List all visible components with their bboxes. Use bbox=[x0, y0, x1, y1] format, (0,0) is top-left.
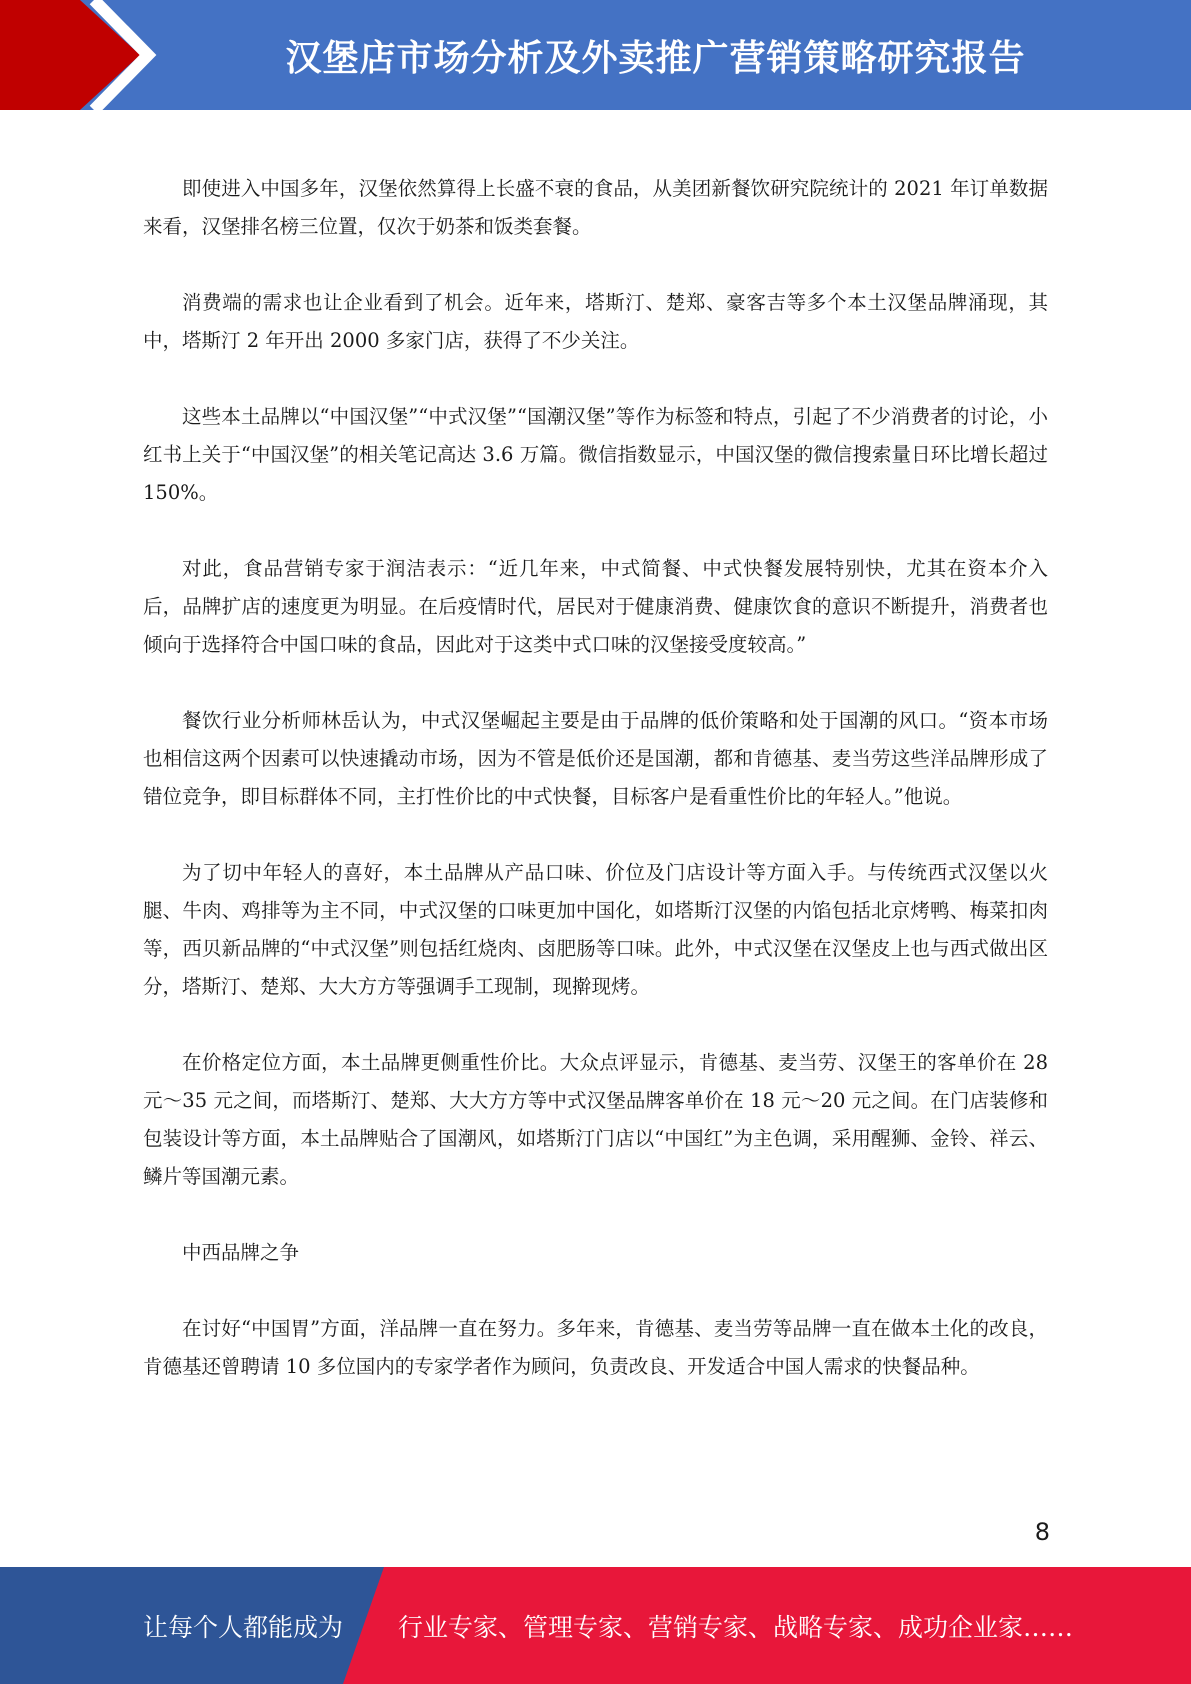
paragraph: 即使进入中国多年，汉堡依然算得上长盛不衰的食品，从美团新餐饮研究院统计的 2021 年订单数据来看，汉堡排名榜三位置，仅次于奶茶和饭类套餐。 bbox=[143, 177, 1048, 238]
page-header-banner bbox=[0, 0, 1191, 110]
paragraph: 在价格定位方面，本土品牌更侧重性价比。大众点评显示，肯德基、麦当劳、汉堡王的客单价在 28 元～35 元之间，而塔斯汀、楚郑、大大方方等中式汉堡品牌客单价在 18 元～20 元之间。在门店装修和包装设计等方面，本土品牌贴合了国潮风，如塔斯汀门店以“中国红”为主色调，采用醒狮、金铃、祥云、鳞片等国潮元素。 bbox=[143, 1051, 1048, 1188]
report-title: 汉堡店市场分析及外卖推广营销策略研究报告 bbox=[285, 37, 1026, 79]
page-footer-banner bbox=[0, 1567, 1191, 1684]
section-heading: 中西品牌之争 bbox=[182, 1241, 300, 1264]
footer-slogan-left: 让每个人都能成为 bbox=[143, 1612, 344, 1642]
paragraph: 对此，食品营销专家于润洁表示：“近几年来，中式简餐、中式快餐发展特别快，尤其在资本介入后，品牌扩店的速度更为明显。在后疫情时代，居民对于健康消费、健康饮食的意识不断提升，消费者也倾向于选择符合中国口味的食品，因此对于这类中式口味的汉堡接受度较高。” bbox=[143, 557, 1048, 656]
page-number: 8 bbox=[1034, 1518, 1050, 1546]
document-body bbox=[143, 170, 1048, 1424]
paragraph: 这些本土品牌以“中国汉堡”“中式汉堡”“国潮汉堡”等作为标签和特点，引起了不少消费者的讨论，小红书上关于“中国汉堡”的相关笔记高达 3.6 万篇。微信指数显示，中国汉堡的微信搜索量日环比增长超过 150%。 bbox=[143, 405, 1048, 504]
footer-slogan-right: 行业专家、管理专家、营销专家、战略专家、成功企业家…… bbox=[398, 1612, 1074, 1642]
paragraph: 在讨好“中国胃”方面，洋品牌一直在努力。多年来，肯德基、麦当劳等品牌一直在做本土化的改良，肯德基还曾聘请 10 多位国内的专家学者作为顾问，负责改良、开发适合中国人需求的快餐品种。 bbox=[143, 1317, 1048, 1378]
paragraph: 餐饮行业分析师林岳认为，中式汉堡崛起主要是由于品牌的低价策略和处于国潮的风口。“资本市场也相信这两个因素可以快速撬动市场，因为不管是低价还是国潮，都和肯德基、麦当劳这些洋品牌形成了错位竞争，即目标群体不同，主打性价比的中式快餐，目标客户是看重性价比的年轻人。”他说。 bbox=[143, 709, 1048, 808]
paragraph: 消费端的需求也让企业看到了机会。近年来，塔斯汀、楚郑、豪客吉等多个本土汉堡品牌涌现，其中，塔斯汀 2 年开出 2000 多家门店，获得了不少关注。 bbox=[143, 291, 1048, 352]
paragraph: 为了切中年轻人的喜好，本土品牌从产品口味、价位及门店设计等方面入手。与传统西式汉堡以火腿、牛肉、鸡排等为主不同，中式汉堡的口味更加中国化，如塔斯汀汉堡的内馅包括北京烤鸭、梅菜扣肉等，西贝新品牌的“中式汉堡”则包括红烧肉、卤肥肠等口味。此外，中式汉堡在汉堡皮上也与西式做出区分，塔斯汀、楚郑、大大方方等强调手工现制，现擀现烤。 bbox=[143, 861, 1048, 998]
